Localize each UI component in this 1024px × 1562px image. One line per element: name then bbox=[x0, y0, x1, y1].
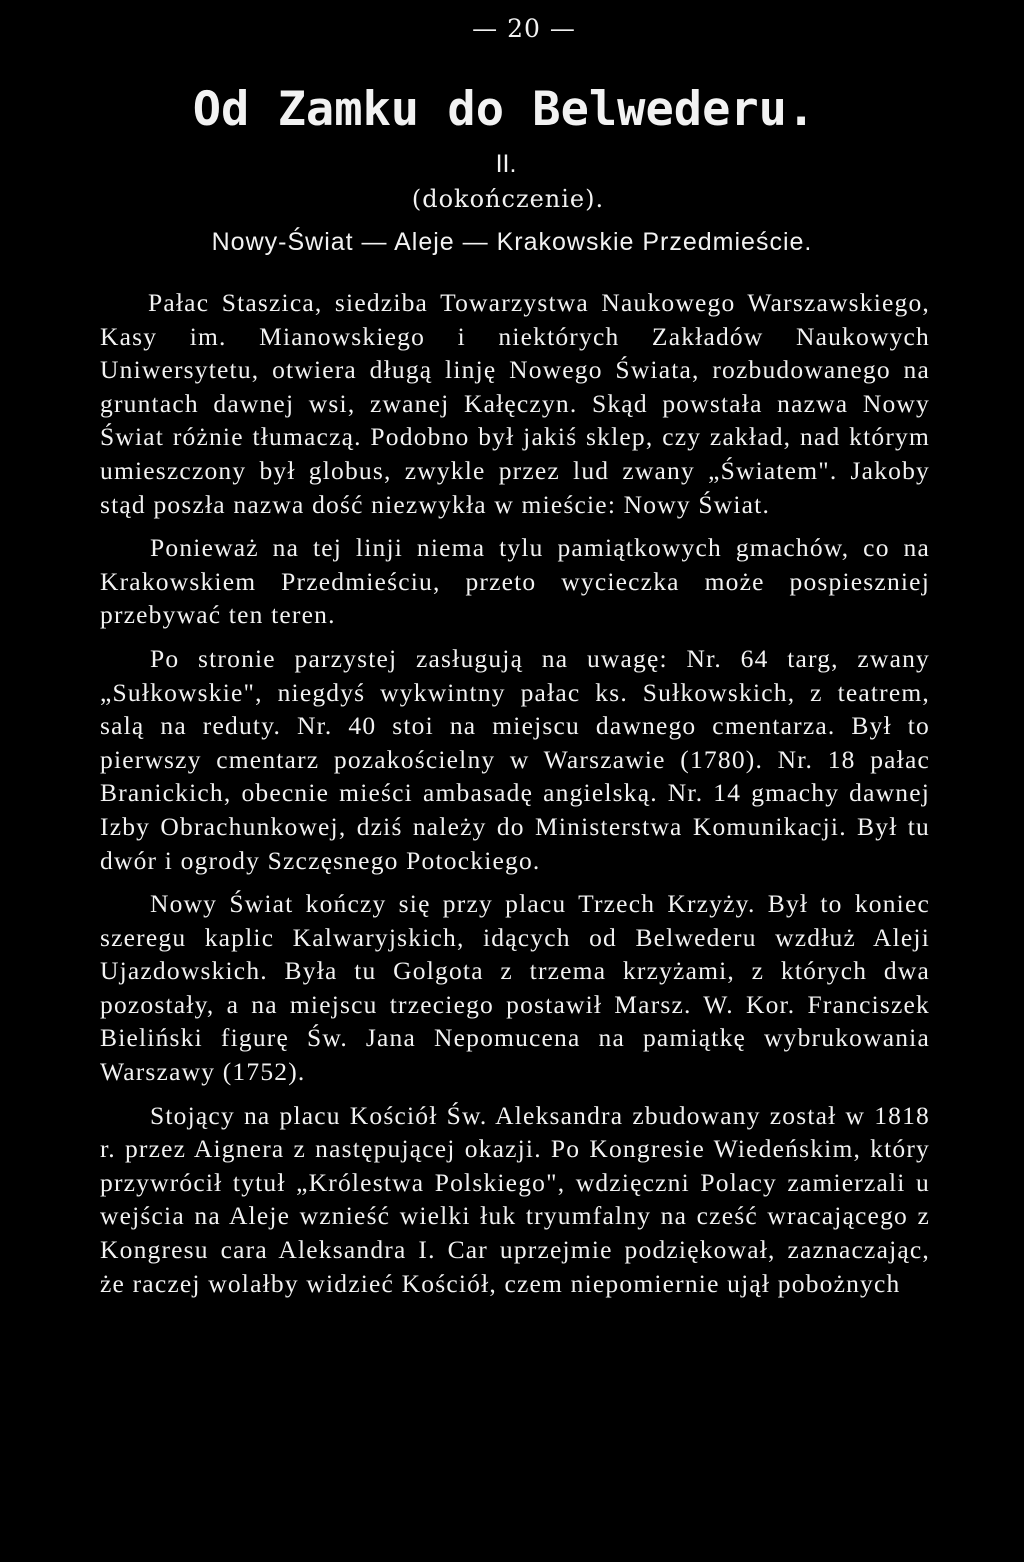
article-subtitle: Nowy-Świat — Aleje — Krakowskie Przedmieście. bbox=[211, 228, 813, 256]
paragraph: Ponieważ na tej linji niema tylu pamiątkowych gmachów, co na Krakowskiem Przedmieściu, przeto wycieczka może pospieszniej przebywać ten teren. bbox=[100, 533, 930, 630]
article-body bbox=[100, 286, 930, 1310]
page-number: — 20 — bbox=[472, 14, 576, 43]
article-title: Od Zamku do Belwederu. bbox=[192, 82, 816, 137]
paragraph: Po stronie parzystej zasługują na uwagę: Nr. 64 targ, zwany „Sułkowskie", niegdyś wykwintny pałac ks. Sułkowskich, z teatrem, salą na reduty. Nr. 40 stoi na miejscu dawnego cmentarza. Był to pierwszy cmentarz pozakościelny w Warszawie (1780). Nr. 18 pałac Branickich, obecnie mieści ambasadę angielską. Nr. 14 gmachy dawnej Izby Obrachunkowej, dziś należy do Ministerstwa Komunikacji. Był tu dwór i ogrody Szczęsnego Potockiego. bbox=[100, 643, 930, 875]
article-part-number: II. bbox=[495, 150, 517, 178]
paragraph: Nowy Świat kończy się przy placu Trzech Krzyży. Był to koniec szeregu kaplic Kalwaryjskich, idących od Belwederu wzdłuż Aleji Ujazdowskich. Była tu Golgota z trzema krzyżami, z których dwa pozostały, a na miejscu trzeciego postawił Marsz. W. Kor. Franciszek Bieliński figurę Św. Jana Nepomucena na pamiątkę wybrukowania Warszawy (1752). bbox=[100, 889, 930, 1087]
continuation-note: (dokończenie). bbox=[411, 185, 605, 213]
paragraph: Stojący na placu Kościół Św. Aleksandra zbudowany został w 1818 r. przez Aignera z następującej okazji. Po Kongresie Wiedeńskim, który przywrócił tytuł „Królestwa Polskiego", wdzięczni Polacy zamierzali u wejścia na Aleje wznieść wielki łuk tryumfalny na cześć wracającego z Kongresu cara Aleksandra I. Car uprzejmie podziękował, zaznaczając, że raczej wolałby widzieć Kościół, czem niepomiernie ujął pobożnych bbox=[100, 1100, 930, 1298]
paragraph: Pałac Staszica, siedziba Towarzystwa Naukowego Warszawskiego, Kasy im. Mianowskiego i niektórych Zakładów Naukowych Uniwersytetu, otwiera długą linję Nowego Świata, rozbudowanego na gruntach dawnej wsi, zwanej Kałęczyn. Skąd powstała nazwa Nowy Świat różnie tłumaczą. Podobno był jakiś sklep, czy zakład, nad którym umieszczony był globus, zwykle przez lud zwany „Światem". Jakoby stąd poszła nazwa dość niezwykła w mieście: Nowy Świat. bbox=[100, 288, 930, 519]
